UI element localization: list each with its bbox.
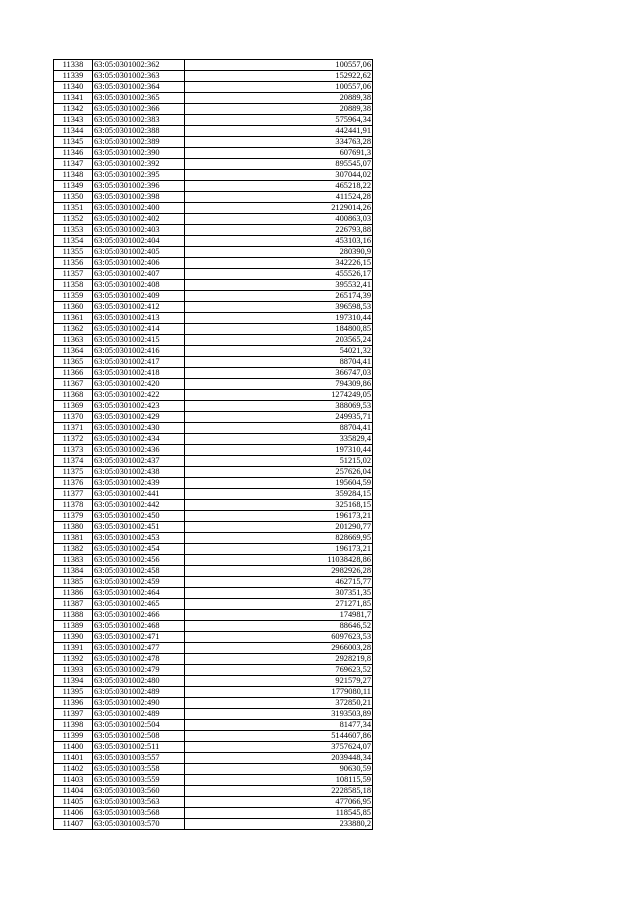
row-number-cell: 11354 — [54, 236, 93, 247]
cadastral-number-cell: 63:05:0301002:478 — [93, 654, 185, 665]
cadastral-value-cell: 81477,34 — [185, 720, 373, 731]
cadastral-number-cell: 63:05:0301002:400 — [93, 203, 185, 214]
row-number-cell: 11370 — [54, 412, 93, 423]
table-row — [54, 775, 373, 786]
cadastral-value-cell: 88704,41 — [185, 423, 373, 434]
cadastral-number-cell: 63:05:0301002:480 — [93, 676, 185, 687]
cadastral-value-cell: 411524,28 — [185, 192, 373, 203]
table-row — [54, 654, 373, 665]
cadastral-number-cell: 63:05:0301002:408 — [93, 280, 185, 291]
table-row — [54, 445, 373, 456]
cadastral-number-cell: 63:05:0301002:412 — [93, 302, 185, 313]
cadastral-value-cell: 233880,2 — [185, 819, 373, 830]
row-number-cell: 11359 — [54, 291, 93, 302]
cadastral-value-cell: 334763,28 — [185, 137, 373, 148]
cadastral-value-cell: 5144607,86 — [185, 731, 373, 742]
row-number-cell: 11357 — [54, 269, 93, 280]
table-row — [54, 566, 373, 577]
cadastral-number-cell: 63:05:0301002:363 — [93, 71, 185, 82]
cadastral-number-cell: 63:05:0301002:458 — [93, 566, 185, 577]
cadastral-number-cell: 63:05:0301002:415 — [93, 335, 185, 346]
row-number-cell: 11386 — [54, 588, 93, 599]
cadastral-value-cell: 442441,91 — [185, 126, 373, 137]
cadastral-value-cell: 249935,71 — [185, 412, 373, 423]
row-number-cell: 11339 — [54, 71, 93, 82]
cadastral-value-cell: 769623,52 — [185, 665, 373, 676]
table-row — [54, 170, 373, 181]
table-row — [54, 500, 373, 511]
row-number-cell: 11367 — [54, 379, 93, 390]
table-row — [54, 60, 373, 71]
table-row — [54, 621, 373, 632]
row-number-cell: 11404 — [54, 786, 93, 797]
cadastral-value-cell: 20889,38 — [185, 104, 373, 115]
cadastral-number-cell: 63:05:0301002:450 — [93, 511, 185, 522]
cadastral-number-cell: 63:05:0301003:568 — [93, 808, 185, 819]
row-number-cell: 11352 — [54, 214, 93, 225]
row-number-cell: 11382 — [54, 544, 93, 555]
cadastral-number-cell: 63:05:0301002:396 — [93, 181, 185, 192]
cadastral-number-cell: 63:05:0301002:398 — [93, 192, 185, 203]
cadastral-number-cell: 63:05:0301002:405 — [93, 247, 185, 258]
cadastral-value-cell: 271271,85 — [185, 599, 373, 610]
table-row — [54, 93, 373, 104]
cadastral-value-cell: 195604,59 — [185, 478, 373, 489]
row-number-cell: 11368 — [54, 390, 93, 401]
cadastral-number-cell: 63:05:0301002:392 — [93, 159, 185, 170]
cadastral-value-cell: 400863,03 — [185, 214, 373, 225]
cadastral-value-cell: 1779080,11 — [185, 687, 373, 698]
row-number-cell: 11365 — [54, 357, 93, 368]
row-number-cell: 11344 — [54, 126, 93, 137]
row-number-cell: 11395 — [54, 687, 93, 698]
row-number-cell: 11399 — [54, 731, 93, 742]
cadastral-number-cell: 63:05:0301002:453 — [93, 533, 185, 544]
cadastral-value-cell: 184800,85 — [185, 324, 373, 335]
cadastral-value-cell: 2129014,26 — [185, 203, 373, 214]
table-row — [54, 368, 373, 379]
cadastral-value-cell: 100557,06 — [185, 60, 373, 71]
row-number-cell: 11340 — [54, 82, 93, 93]
cadastral-value-cell: 3757624,07 — [185, 742, 373, 753]
row-number-cell: 11402 — [54, 764, 93, 775]
row-number-cell: 11406 — [54, 808, 93, 819]
table-row — [54, 181, 373, 192]
cadastral-value-cell: 388069,53 — [185, 401, 373, 412]
cadastral-value-cell: 152922,62 — [185, 71, 373, 82]
table-row — [54, 456, 373, 467]
cadastral-value-cell: 453103,16 — [185, 236, 373, 247]
table-row — [54, 698, 373, 709]
row-number-cell: 11398 — [54, 720, 93, 731]
row-number-cell: 11363 — [54, 335, 93, 346]
table-row — [54, 390, 373, 401]
cadastral-number-cell: 63:05:0301002:437 — [93, 456, 185, 467]
table-row — [54, 478, 373, 489]
cadastral-value-cell: 88646,52 — [185, 621, 373, 632]
cadastral-value-cell: 794309,86 — [185, 379, 373, 390]
cadastral-number-cell: 63:05:0301002:390 — [93, 148, 185, 159]
table-row — [54, 192, 373, 203]
row-number-cell: 11392 — [54, 654, 93, 665]
table-row — [54, 412, 373, 423]
table-row — [54, 203, 373, 214]
table-body — [54, 60, 373, 830]
row-number-cell: 11389 — [54, 621, 93, 632]
cadastral-value-cell: 2982926,28 — [185, 566, 373, 577]
table-row — [54, 489, 373, 500]
cadastral-value-cell: 828669,95 — [185, 533, 373, 544]
row-number-cell: 11346 — [54, 148, 93, 159]
table-row — [54, 159, 373, 170]
cadastral-number-cell: 63:05:0301002:417 — [93, 357, 185, 368]
cadastral-value-cell: 307351,35 — [185, 588, 373, 599]
cadastral-value-cell: 203565,24 — [185, 335, 373, 346]
table-row — [54, 643, 373, 654]
table-row — [54, 808, 373, 819]
cadastral-number-cell: 63:05:0301002:489 — [93, 687, 185, 698]
cadastral-number-cell: 63:05:0301002:490 — [93, 698, 185, 709]
row-number-cell: 11342 — [54, 104, 93, 115]
table-row — [54, 280, 373, 291]
row-number-cell: 11355 — [54, 247, 93, 258]
row-number-cell: 11347 — [54, 159, 93, 170]
cadastral-value-cell: 201290,77 — [185, 522, 373, 533]
cadastral-value-cell: 2228585,18 — [185, 786, 373, 797]
cadastral-value-cell: 257626,04 — [185, 467, 373, 478]
row-number-cell: 11360 — [54, 302, 93, 313]
table-row — [54, 819, 373, 830]
cadastral-number-cell: 63:05:0301002:362 — [93, 60, 185, 71]
table-row — [54, 313, 373, 324]
cadastral-value-cell: 477066,95 — [185, 797, 373, 808]
row-number-cell: 11401 — [54, 753, 93, 764]
row-number-cell: 11358 — [54, 280, 93, 291]
row-number-cell: 11381 — [54, 533, 93, 544]
cadastral-value-cell: 307044,02 — [185, 170, 373, 181]
cadastral-number-cell: 63:05:0301002:508 — [93, 731, 185, 742]
cadastral-value-cell: 118545,85 — [185, 808, 373, 819]
cadastral-number-cell: 63:05:0301002:511 — [93, 742, 185, 753]
cadastral-value-cell: 108115,59 — [185, 775, 373, 786]
cadastral-value-cell: 6097623,53 — [185, 632, 373, 643]
cadastral-value-cell: 372850,21 — [185, 698, 373, 709]
table-row — [54, 434, 373, 445]
table-row — [54, 302, 373, 313]
cadastral-value-cell: 174981,7 — [185, 610, 373, 621]
cadastral-number-cell: 63:05:0301002:404 — [93, 236, 185, 247]
table-row — [54, 258, 373, 269]
table-row — [54, 533, 373, 544]
cadastral-value-cell: 921579,27 — [185, 676, 373, 687]
row-number-cell: 11350 — [54, 192, 93, 203]
table-row — [54, 676, 373, 687]
cadastral-value-cell: 396598,53 — [185, 302, 373, 313]
table-row — [54, 753, 373, 764]
table-row — [54, 291, 373, 302]
row-number-cell: 11373 — [54, 445, 93, 456]
table-row — [54, 720, 373, 731]
row-number-cell: 11378 — [54, 500, 93, 511]
cadastral-number-cell: 63:05:0301002:436 — [93, 445, 185, 456]
cadastral-number-cell: 63:05:0301002:416 — [93, 346, 185, 357]
table-row — [54, 511, 373, 522]
table-row — [54, 742, 373, 753]
cadastral-value-cell: 465218,22 — [185, 181, 373, 192]
cadastral-number-cell: 63:05:0301002:471 — [93, 632, 185, 643]
cadastral-value-cell: 895545,07 — [185, 159, 373, 170]
cadastral-number-cell: 63:05:0301003:559 — [93, 775, 185, 786]
cadastral-number-cell: 63:05:0301002:477 — [93, 643, 185, 654]
cadastral-number-cell: 63:05:0301002:438 — [93, 467, 185, 478]
table-row — [54, 126, 373, 137]
cadastral-value-cell: 455526,17 — [185, 269, 373, 280]
row-number-cell: 11397 — [54, 709, 93, 720]
cadastral-number-cell: 63:05:0301003:558 — [93, 764, 185, 775]
cadastral-number-cell: 63:05:0301002:413 — [93, 313, 185, 324]
row-number-cell: 11407 — [54, 819, 93, 830]
table-row — [54, 610, 373, 621]
cadastral-number-cell: 63:05:0301002:383 — [93, 115, 185, 126]
cadastral-number-cell: 63:05:0301002:388 — [93, 126, 185, 137]
table-row — [54, 236, 373, 247]
table-row — [54, 137, 373, 148]
cadastral-number-cell: 63:05:0301002:439 — [93, 478, 185, 489]
table-row — [54, 357, 373, 368]
cadastral-number-cell: 63:05:0301002:430 — [93, 423, 185, 434]
cadastral-number-cell: 63:05:0301002:441 — [93, 489, 185, 500]
row-number-cell: 11356 — [54, 258, 93, 269]
table-row — [54, 555, 373, 566]
cadastral-number-cell: 63:05:0301002:489 — [93, 709, 185, 720]
cadastral-number-cell: 63:05:0301002:407 — [93, 269, 185, 280]
cadastral-value-cell: 366747,03 — [185, 368, 373, 379]
cadastral-number-cell: 63:05:0301002:406 — [93, 258, 185, 269]
cadastral-number-cell: 63:05:0301002:366 — [93, 104, 185, 115]
table-row — [54, 786, 373, 797]
cadastral-number-cell: 63:05:0301002:465 — [93, 599, 185, 610]
table-row — [54, 709, 373, 720]
cadastral-number-cell: 63:05:0301003:570 — [93, 819, 185, 830]
cadastral-value-cell: 196173,21 — [185, 544, 373, 555]
cadastral-number-cell: 63:05:0301002:418 — [93, 368, 185, 379]
cadastral-number-cell: 63:05:0301002:464 — [93, 588, 185, 599]
cadastral-value-cell: 607691,3 — [185, 148, 373, 159]
cadastral-value-cell: 2966003,28 — [185, 643, 373, 654]
cadastral-number-cell: 63:05:0301002:459 — [93, 577, 185, 588]
row-number-cell: 11393 — [54, 665, 93, 676]
row-number-cell: 11387 — [54, 599, 93, 610]
table-row — [54, 335, 373, 346]
row-number-cell: 11394 — [54, 676, 93, 687]
cadastral-value-cell: 335829,4 — [185, 434, 373, 445]
cadastral-value-cell: 395532,41 — [185, 280, 373, 291]
cadastral-number-cell: 63:05:0301003:560 — [93, 786, 185, 797]
table-row — [54, 687, 373, 698]
cadastral-value-cell: 462715,77 — [185, 577, 373, 588]
cadastral-value-cell: 100557,06 — [185, 82, 373, 93]
row-number-cell: 11385 — [54, 577, 93, 588]
table-row — [54, 632, 373, 643]
table-row — [54, 104, 373, 115]
cadastral-number-cell: 63:05:0301002:442 — [93, 500, 185, 511]
cadastral-value-cell: 359284,15 — [185, 489, 373, 500]
row-number-cell: 11362 — [54, 324, 93, 335]
row-number-cell: 11400 — [54, 742, 93, 753]
row-number-cell: 11351 — [54, 203, 93, 214]
row-number-cell: 11371 — [54, 423, 93, 434]
row-number-cell: 11369 — [54, 401, 93, 412]
row-number-cell: 11341 — [54, 93, 93, 104]
cadastral-number-cell: 63:05:0301002:402 — [93, 214, 185, 225]
row-number-cell: 11372 — [54, 434, 93, 445]
table-row — [54, 115, 373, 126]
cadastral-number-cell: 63:05:0301002:403 — [93, 225, 185, 236]
table-row — [54, 577, 373, 588]
cadastral-number-cell: 63:05:0301002:434 — [93, 434, 185, 445]
table-row — [54, 467, 373, 478]
cadastral-value-cell: 280390,9 — [185, 247, 373, 258]
row-number-cell: 11390 — [54, 632, 93, 643]
row-number-cell: 11338 — [54, 60, 93, 71]
cadastral-value-cell: 54021,32 — [185, 346, 373, 357]
row-number-cell: 11384 — [54, 566, 93, 577]
table-row — [54, 247, 373, 258]
row-number-cell: 11348 — [54, 170, 93, 181]
cadastral-value-cell: 2928219,8 — [185, 654, 373, 665]
table-row — [54, 346, 373, 357]
cadastral-value-cell: 3193503,89 — [185, 709, 373, 720]
table-row — [54, 214, 373, 225]
cadastral-number-cell: 63:05:0301002:365 — [93, 93, 185, 104]
cadastral-value-cell: 88704,41 — [185, 357, 373, 368]
cadastral-value-cell: 325168,15 — [185, 500, 373, 511]
cadastral-value-cell: 20889,38 — [185, 93, 373, 104]
cadastral-number-cell: 63:05:0301002:454 — [93, 544, 185, 555]
cadastral-value-cell: 342226,15 — [185, 258, 373, 269]
row-number-cell: 11361 — [54, 313, 93, 324]
cadastral-value-cell: 196173,21 — [185, 511, 373, 522]
table-row — [54, 522, 373, 533]
table-row — [54, 588, 373, 599]
row-number-cell: 11380 — [54, 522, 93, 533]
table-row — [54, 544, 373, 555]
row-number-cell: 11383 — [54, 555, 93, 566]
table-row — [54, 82, 373, 93]
table-row — [54, 71, 373, 82]
cadastral-number-cell: 63:05:0301002:414 — [93, 324, 185, 335]
table-row — [54, 401, 373, 412]
row-number-cell: 11366 — [54, 368, 93, 379]
cadastral-value-cell: 1274249,05 — [185, 390, 373, 401]
row-number-cell: 11376 — [54, 478, 93, 489]
row-number-cell: 11403 — [54, 775, 93, 786]
table-row — [54, 324, 373, 335]
cadastral-value-cell: 197310,44 — [185, 445, 373, 456]
table-row — [54, 379, 373, 390]
cadastral-number-cell: 63:05:0301002:468 — [93, 621, 185, 632]
table-row — [54, 269, 373, 280]
row-number-cell: 11353 — [54, 225, 93, 236]
cadastral-value-cell: 197310,44 — [185, 313, 373, 324]
cadastral-number-cell: 63:05:0301002:423 — [93, 401, 185, 412]
cadastral-number-cell: 63:05:0301003:563 — [93, 797, 185, 808]
cadastral-number-cell: 63:05:0301003:557 — [93, 753, 185, 764]
row-number-cell: 11375 — [54, 467, 93, 478]
cadastral-number-cell: 63:05:0301002:389 — [93, 137, 185, 148]
row-number-cell: 11388 — [54, 610, 93, 621]
cadastral-number-cell: 63:05:0301002:466 — [93, 610, 185, 621]
row-number-cell: 11379 — [54, 511, 93, 522]
table-row — [54, 764, 373, 775]
table-row — [54, 225, 373, 236]
row-number-cell: 11405 — [54, 797, 93, 808]
cadastral-number-cell: 63:05:0301002:429 — [93, 412, 185, 423]
cadastral-value-table — [53, 59, 373, 830]
cadastral-number-cell: 63:05:0301002:364 — [93, 82, 185, 93]
row-number-cell: 11396 — [54, 698, 93, 709]
row-number-cell: 11374 — [54, 456, 93, 467]
cadastral-number-cell: 63:05:0301002:395 — [93, 170, 185, 181]
row-number-cell: 11343 — [54, 115, 93, 126]
cadastral-value-cell: 90630,59 — [185, 764, 373, 775]
cadastral-number-cell: 63:05:0301002:451 — [93, 522, 185, 533]
table-row — [54, 599, 373, 610]
table-row — [54, 148, 373, 159]
table-row — [54, 423, 373, 434]
cadastral-number-cell: 63:05:0301002:422 — [93, 390, 185, 401]
cadastral-number-cell: 63:05:0301002:420 — [93, 379, 185, 390]
row-number-cell: 11377 — [54, 489, 93, 500]
table-row — [54, 665, 373, 676]
cadastral-value-cell: 2039448,34 — [185, 753, 373, 764]
row-number-cell: 11345 — [54, 137, 93, 148]
cadastral-number-cell: 63:05:0301002:479 — [93, 665, 185, 676]
cadastral-value-cell: 575964,34 — [185, 115, 373, 126]
row-number-cell: 11349 — [54, 181, 93, 192]
cadastral-number-cell: 63:05:0301002:456 — [93, 555, 185, 566]
cadastral-value-cell: 51215,02 — [185, 456, 373, 467]
cadastral-value-cell: 265174,39 — [185, 291, 373, 302]
row-number-cell: 11391 — [54, 643, 93, 654]
cadastral-value-cell: 11038428,86 — [185, 555, 373, 566]
table-row — [54, 731, 373, 742]
cadastral-number-cell: 63:05:0301002:409 — [93, 291, 185, 302]
row-number-cell: 11364 — [54, 346, 93, 357]
cadastral-number-cell: 63:05:0301002:504 — [93, 720, 185, 731]
cadastral-value-cell: 226793,88 — [185, 225, 373, 236]
table-row — [54, 797, 373, 808]
